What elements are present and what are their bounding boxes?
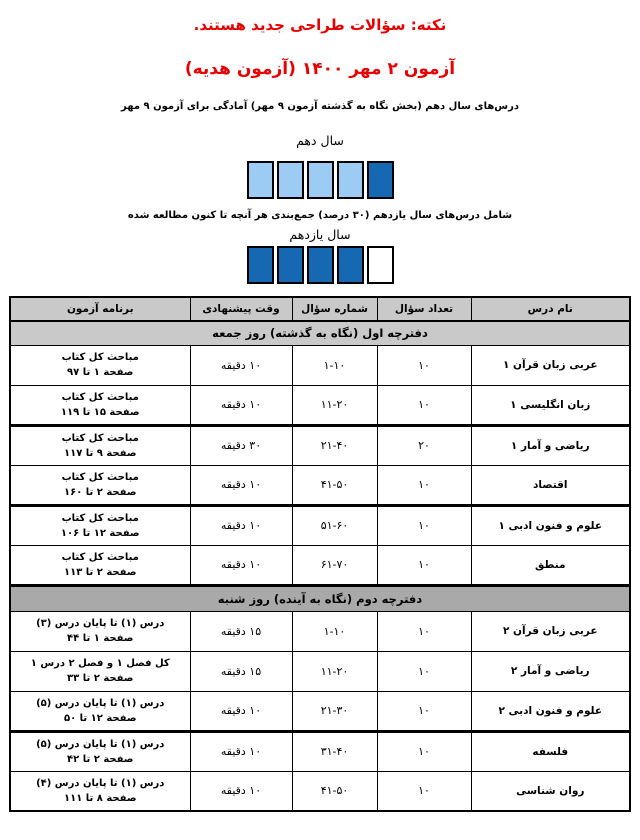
col-header-exam-program: برنامه آزمون [10,297,190,321]
progress-square-dark [367,161,394,199]
progress-square-light [337,161,364,199]
suggested-time: ۱۰ دقیقه [190,345,292,385]
progress-square-dark [277,246,304,284]
table-row [10,651,630,691]
exam-program [10,465,190,505]
course-name: عربی زبان قرآن ۲ [471,611,630,651]
question-range: ۱۱-۲۰ [292,651,377,691]
course-name: منطق [471,545,630,585]
program-line2: صفحة ۲ تا ۴۲ [67,753,134,765]
question-count: ۱۰ [377,465,471,505]
exam-program [10,505,190,545]
table-row [10,505,630,545]
progress-square-light [307,161,334,199]
program-line1: درس (۱) تا پایان درس (۵) [36,738,165,750]
progress-square-white [367,246,394,284]
year11-label: سال یازدهم [289,227,351,242]
program-line1: مباحث کل کتاب [61,512,139,524]
question-count: ۱۰ [377,345,471,385]
exam-program [10,731,190,771]
exam-schedule-table [9,296,631,812]
col-header-question-numbers: شماره سؤال [292,297,377,321]
section-title: دفترچه اول (نگاه به گذشته) روز جمعه [10,321,630,345]
suggested-time: ۱۰ دقیقه [190,465,292,505]
progress-square-light [277,161,304,199]
table-row [10,691,630,731]
year11-progress-bar [0,246,640,284]
program-line1: مباحث کل کتاب [61,352,139,363]
table-row [10,611,630,651]
question-range: ۱-۱۰ [292,611,377,651]
suggested-time: ۱۰ دقیقه [190,731,292,771]
question-range: ۱-۱۰ [292,345,377,385]
table-row [10,545,630,585]
exam-program [10,425,190,465]
course-name: عربی زبان قرآن ۱ [471,345,630,385]
table-row [10,771,630,811]
table-row [10,345,630,385]
question-count: ۱۰ [377,691,471,731]
suggested-time: ۱۰ دقیقه [190,545,292,585]
question-count: ۱۰ [377,545,471,585]
section-header-booklet1 [10,321,630,345]
program-line2: صفحة ۲ تا ۱۶۰ [63,486,137,498]
question-range: ۱۱-۲۰ [292,385,377,425]
col-header-suggested-time: وقت پیشنهادی [190,297,292,321]
question-range: ۵۱-۶۰ [292,505,377,545]
question-count: ۲۰ [377,425,471,465]
exam-program [10,545,190,585]
table-row [10,385,630,425]
course-name: علوم و فنون ادبی ۲ [471,691,630,731]
year10-label: سال دهم [296,133,344,148]
table-row [10,465,630,505]
question-range: ۴۱-۵۰ [292,465,377,505]
exam-title: آزمون ۲ مهر ۱۴۰۰ (آزمون هدیه) [184,59,456,79]
suggested-time: ۳۰ دقیقه [190,425,292,465]
progress-square-dark [247,246,274,284]
program-line2: صفحة ۱۲ تا ۱۰۶ [60,527,140,539]
question-count: ۱۰ [377,505,471,545]
course-name: زبان انگلیسی ۱ [471,385,630,425]
table-row [10,731,630,771]
program-line1: درس (۱) تا پایان درس (۵) [36,697,165,709]
question-count: ۱۰ [377,731,471,771]
suggested-time: ۱۰ دقیقه [190,691,292,731]
course-name: روان شناسی [471,771,630,811]
exam-subtitle: درس‌های سال دهم (بخش نگاه به گذشته آزمون ۹ مهر) آمادگی برای آزمون ۹ مهر [121,101,519,112]
progress-square-dark [307,246,334,284]
year10-progress-bar [0,161,640,199]
section-title: دفترچه دوم (نگاه به آینده) روز شنبه [10,585,630,611]
program-line2: صفحة ۱ تا ۹۷ [67,367,134,378]
question-count: ۱۰ [377,771,471,811]
progress-square-light [247,161,274,199]
question-range: ۶۱-۷۰ [292,545,377,585]
question-count: ۱۰ [377,611,471,651]
exam-program [10,385,190,425]
program-line1: کل فصل ۱ و فصل ۲ درس ۱ [30,658,170,669]
col-header-question-count: تعداد سؤال [377,297,471,321]
table-header-row [10,297,630,321]
program-line2: صفحة ۸ تا ۱۱۱ [63,792,137,804]
question-range: ۲۱-۴۰ [292,425,377,465]
exam-program [10,345,190,385]
suggested-time: ۱۰ دقیقه [190,385,292,425]
exam-program [10,611,190,651]
suggested-time: ۱۰ دقیقه [190,771,292,811]
course-name: ریاضی و آمار ۱ [471,425,630,465]
col-header-course-name: نام درس [471,297,630,321]
question-range: ۲۱-۳۰ [292,691,377,731]
question-count: ۱۰ [377,651,471,691]
program-line1: مباحث کل کتاب [61,391,139,403]
suggested-time: ۱۵ دقیقه [190,611,292,651]
program-line1: مباحث کل کتاب [61,471,139,483]
program-line2: صفحة ۱۲ تا ۵۰ [63,712,137,724]
suggested-time: ۱۵ دقیقه [190,651,292,691]
program-line2: صفحة ۱۵ تا ۱۱۹ [60,406,140,418]
program-line1: درس (۱) تا پایان درس (۴) [36,777,165,789]
section-header-booklet2 [10,585,630,611]
program-line2: صفحة ۲ تا ۱۱۳ [63,566,137,578]
program-line1: درس (۱) تا پایان درس (۳) [36,618,165,629]
program-line2: صفحة ۹ تا ۱۱۷ [63,447,137,459]
exam-program [10,691,190,731]
suggested-time: ۱۰ دقیقه [190,505,292,545]
program-line1: مباحث کل کتاب [61,432,139,444]
course-name: ریاضی و آمار ۲ [471,651,630,691]
program-line1: مباحث کل کتاب [61,551,139,563]
program-line2: صفحة ۱ تا ۴۴ [67,633,134,644]
course-name: اقتصاد [471,465,630,505]
course-name: فلسفه [471,731,630,771]
progress-square-dark [337,246,364,284]
question-count: ۱۰ [377,385,471,425]
note-title: نکته: سؤالات طراحی جدید هستند. [193,16,447,34]
exam-program [10,651,190,691]
exam-program [10,771,190,811]
course-name: علوم و فنون ادبی ۱ [471,505,630,545]
question-range: ۴۱-۵۰ [292,771,377,811]
coverage-note: شامل درس‌های سال یازدهم (۳۰ درصد) جمع‌بندی هر آنچه تا کنون مطالعه شده [127,210,513,221]
table-row [10,425,630,465]
program-line2: صفحة ۲ تا ۳۳ [67,673,134,684]
question-range: ۳۱-۴۰ [292,731,377,771]
